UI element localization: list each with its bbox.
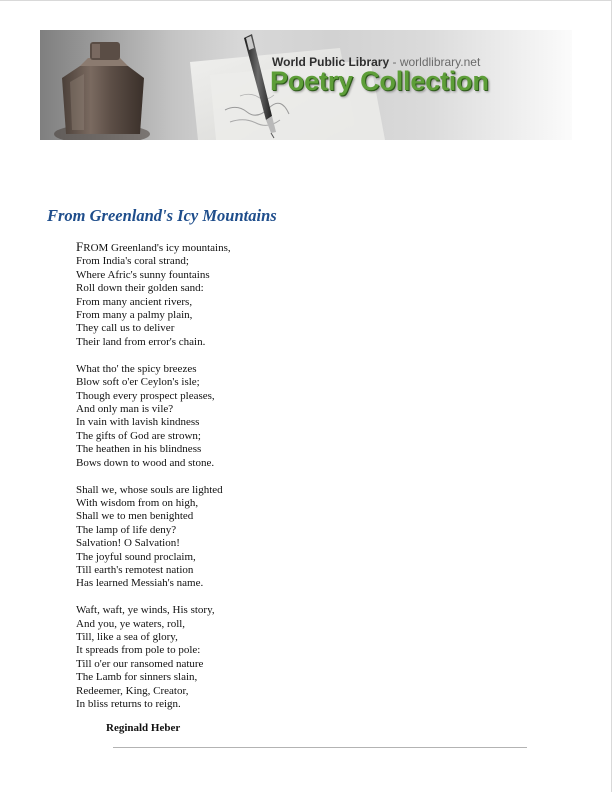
inkwell-icon [54,42,150,140]
poem-line: It spreads from pole to pole: [76,644,201,657]
brand-separator: - [389,55,400,69]
site-url: worldlibrary.net [399,55,481,69]
footer-divider [113,747,527,748]
poem-line: Their land from error's chain. [76,335,206,348]
poem-line: The joyful sound proclaim, [76,550,196,563]
poem-line: Shall we, whose souls are lighted [76,483,223,496]
poem-line: Blow soft o'er Ceylon's isle; [76,376,200,389]
poem-line: The gifts of God are strown; [76,429,201,442]
poem-body [76,240,496,725]
poem-line: And you, ye waters, roll, [76,617,186,630]
page-frame-top [0,0,612,1]
poem-line: With wisdom from on high, [76,496,199,509]
poem-line: Redeemer, King, Creator, [76,684,189,697]
poem-line: Till, like a sea of glory, [76,631,178,644]
stanza-4 [76,604,496,711]
poem-line: Waft, waft, ye winds, His story, [76,604,215,617]
poem-line: And only man is vile? [76,402,174,415]
poem-line: In bliss returns to reign. [76,698,181,711]
poem-line: Till o'er our ransomed nature [76,657,204,670]
poem-line: From many ancient rivers, [76,295,193,308]
poem-author: Reginald Heber [106,722,181,734]
poem-line: Bows down to wood and stone. [76,456,215,469]
poem-line: In vain with lavish kindness [76,416,200,429]
initial-capital: F [76,239,84,254]
poem-line: The Lamb for sinners slain, [76,671,198,684]
stanza-3 [76,484,496,591]
poem-line: Roll down their golden sand: [76,282,204,295]
poem-title: From Greenland's Icy Mountains [47,206,277,225]
poem-line: They call us to deliver [76,322,175,335]
poem-line: From India's coral strand; [76,255,189,268]
poem-line: What tho' the spicy breezes [76,362,197,375]
stanza-1 [76,240,496,349]
poem-line: Though every prospect pleases, [76,389,215,402]
poem-line: From many a palmy plain, [76,309,193,322]
first-line-rest: ROM Greenland's icy mountains, [83,242,231,254]
poem-line: Till earth's remotest nation [76,563,194,576]
site-brand-name: World Public Library [272,55,390,69]
poem-line: The heathen in his blindness [76,443,202,456]
poem-line: The lamp of life deny? [76,523,177,536]
header-banner [40,30,572,140]
poem-line [76,240,496,255]
poem-line: Salvation! O Salvation! [76,537,180,550]
poem-line: Has learned Messiah's name. [76,577,204,590]
collection-title: Poetry Collection [270,66,489,96]
poem-line: Shall we to men benighted [76,510,194,523]
poem-line: Where Afric's sunny fountains [76,268,210,281]
stanza-2 [76,363,496,470]
